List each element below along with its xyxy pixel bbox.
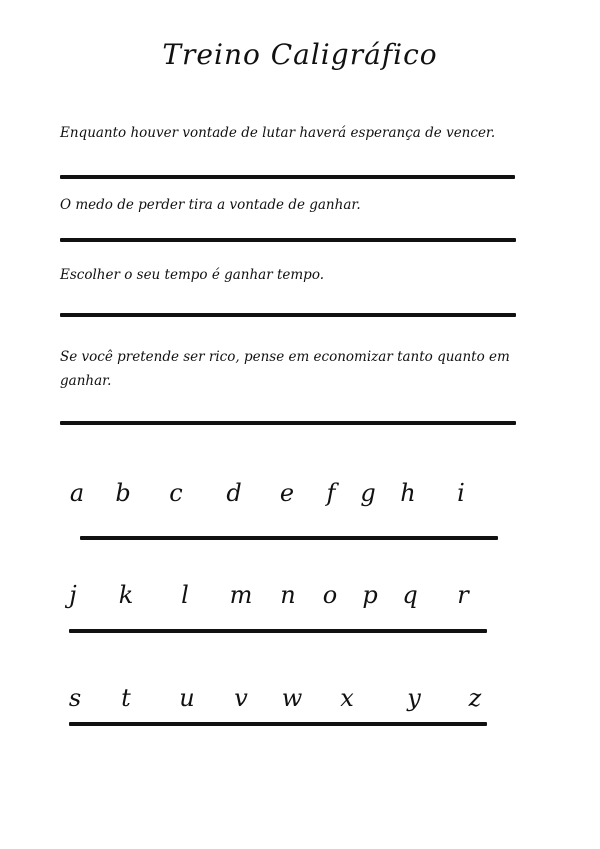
alphabet-line-3	[69, 722, 487, 726]
alphabet-row-3	[0, 683, 600, 713]
letter-h: h	[400, 479, 416, 507]
letter-p: p	[362, 581, 378, 609]
letter-i: i	[457, 479, 465, 507]
letter-z: z	[468, 684, 482, 712]
writing-line-4	[60, 421, 516, 425]
letter-m: m	[229, 581, 253, 609]
alphabet-line-1	[80, 536, 498, 540]
letter-o: o	[322, 581, 338, 609]
letter-v: v	[234, 684, 248, 712]
letter-g: g	[360, 479, 376, 507]
letter-q: q	[402, 581, 418, 609]
page-title: Treino Caligráfico	[162, 38, 438, 71]
alphabet-row-2	[0, 580, 600, 610]
writing-line-3	[60, 313, 516, 317]
letter-c: c	[169, 479, 183, 507]
alphabet-row-1	[0, 478, 600, 508]
letter-a: a	[69, 479, 85, 507]
letter-s: s	[68, 684, 82, 712]
letter-n: n	[280, 581, 296, 609]
letter-w: w	[281, 684, 303, 712]
letter-e: e	[279, 479, 295, 507]
phrase-4: Se você pretende ser rico, pense em economizar tanto quanto em ganhar.	[60, 349, 510, 389]
letter-f: f	[326, 479, 336, 507]
phrase-1: Enquanto houver vontade de lutar haverá esperança de vencer.	[60, 125, 496, 141]
letter-l: l	[181, 581, 189, 609]
letter-t: t	[121, 684, 131, 712]
letter-y: y	[407, 684, 421, 712]
alphabet-line-2	[69, 629, 487, 633]
writing-line-2	[60, 238, 516, 242]
letter-j: j	[69, 581, 77, 609]
letter-r: r	[457, 581, 469, 609]
phrase-3: Escolher o seu tempo é ganhar tempo.	[60, 267, 325, 283]
phrase-2: O medo de perder tira a vontade de ganhar.	[60, 197, 361, 213]
letter-b: b	[115, 479, 131, 507]
writing-line-1	[60, 175, 515, 179]
letter-k: k	[118, 581, 134, 609]
letter-u: u	[179, 684, 195, 712]
letter-d: d	[226, 479, 242, 507]
letter-x: x	[340, 684, 354, 712]
